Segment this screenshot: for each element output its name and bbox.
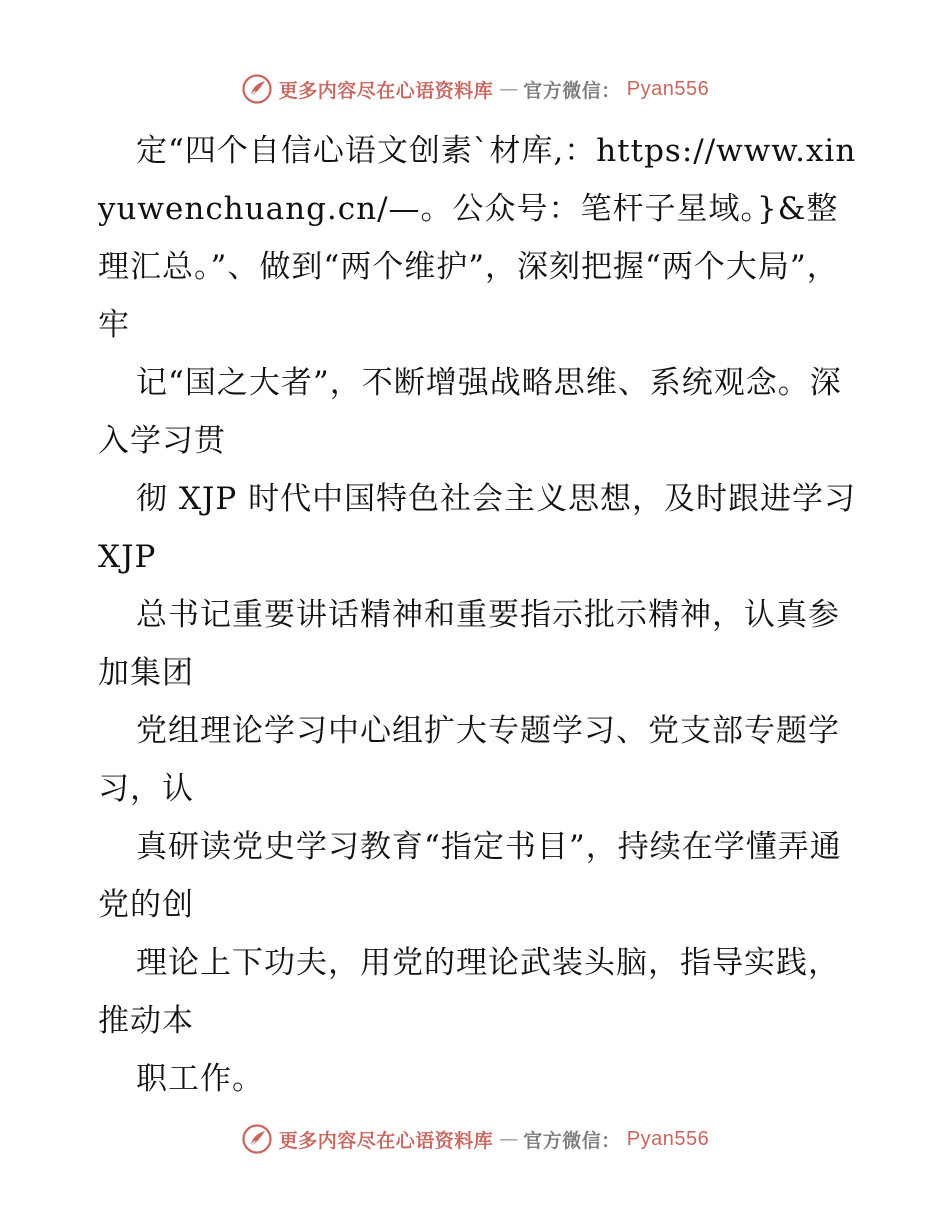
paragraph-3: 彻 XJP 时代中国特色社会主义思想，及时跟进学习 XJP bbox=[98, 481, 857, 575]
footer-banner-side-text: 官方微信： bbox=[523, 1129, 621, 1152]
header-banner-main-text: 更多内容尽在心语资料库 bbox=[278, 79, 494, 102]
paragraph-5: 党组理论学习中心组扩大专题学习、党支部专题学习，认 bbox=[98, 713, 840, 807]
paragraph-2: 记“国之大者”，不断增强战略思维、系统观念。深入学习贯 bbox=[98, 365, 842, 459]
header-banner-dash: — bbox=[499, 78, 518, 100]
logo-icon bbox=[241, 73, 273, 105]
logo-icon bbox=[241, 1123, 273, 1155]
header-watermark-banner bbox=[0, 72, 950, 106]
paragraph-4: 总书记重要讲话精神和重要指示批示精神，认真参加集团 bbox=[98, 597, 840, 691]
header-banner-handle: Pyan556 bbox=[626, 77, 710, 100]
paragraph-1: 定“四个自信心语文创素`材库,：https://www.xinyuwenchuang.cn/—。公众号：笔杆子星域。}&整理汇总。”、做到“两个维护”，深刻把握“两个大局”，牢 bbox=[98, 133, 857, 343]
document-body bbox=[98, 122, 868, 1108]
footer-watermark-banner bbox=[0, 1122, 950, 1156]
paragraph-7: 理论上下功夫，用党的理论武装头脑，指导实践，推动本 bbox=[98, 945, 840, 1039]
header-banner-side-text: 官方微信： bbox=[523, 79, 621, 102]
paragraph-6: 真研读党史学习教育“指定书目”，持续在学懂弄通党的创 bbox=[98, 829, 842, 923]
paragraph-8: 职工作。 bbox=[136, 1061, 264, 1097]
footer-banner-main-text: 更多内容尽在心语资料库 bbox=[278, 1129, 494, 1152]
footer-banner-dash: — bbox=[499, 1128, 518, 1150]
footer-banner-handle: Pyan556 bbox=[626, 1127, 710, 1150]
